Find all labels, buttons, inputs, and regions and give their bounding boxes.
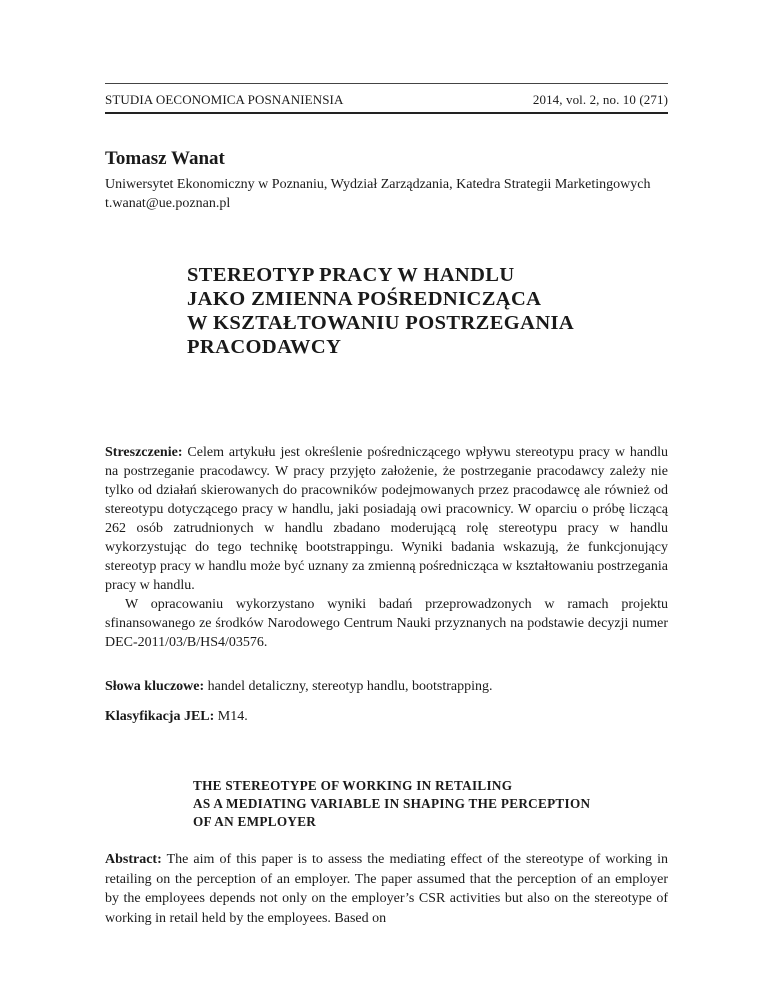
jel-label: Klasyfikacja JEL: — [105, 709, 215, 724]
funding-note: W opracowaniu wykorzystano wyniki badań przeprowadzonych w ramach projektu sfinansowanego ze środków Narodowego Centrum Nauki przyznanych na podstawie decyzji numer DEC-2011/03/B/HS4/03576. — [105, 597, 668, 650]
keywords-label: Słowa kluczowe: — [105, 679, 205, 694]
keywords-text: handel detaliczny, stereotyp handlu, bootstrapping. — [207, 679, 493, 694]
author-affiliation: Uniwersytet Ekonomiczny w Poznaniu, Wydział Zarządzania, Katedra Strategii Marketingowych — [105, 177, 651, 192]
abstract-en-label: Abstract: — [105, 852, 162, 867]
article-title-pl: STEREOTYP PRACY W HANDLU JAKO ZMIENNA POŚREDNICZĄCA W KSZTAŁTOWANIU POSTRZEGANIA PRACODAWCY — [187, 264, 575, 358]
abstract-pl-label: Streszczenie: — [105, 445, 183, 460]
issue-info: 2014, vol. 2, no. 10 (271) — [532, 92, 668, 107]
abstract-en — [105, 850, 668, 928]
running-head — [105, 92, 668, 108]
header-top-rule — [105, 83, 668, 84]
author-name: Tomasz Wanat — [105, 148, 225, 169]
abstract-pl — [105, 443, 668, 652]
header-bottom-rule — [105, 112, 668, 114]
abstract-pl-paragraph — [105, 443, 668, 595]
jel-line — [105, 707, 668, 726]
author-affiliation-block — [105, 175, 668, 213]
article-title-en: THE STEREOTYPE OF WORKING IN RETAILING AS A MEDIATING VARIABLE IN SHAPING THE PERCEPTION OF AN EMPLOYER — [193, 778, 591, 829]
abstract-en-text: The aim of this paper is to assess the mediating effect of the stereotype of working in retailing on the perception of an employer. The paper assumed that the perception of an employer by the employees depends not only on the employer’s CSR activities but also on the stereotype of working in retail held by the employees. Based on — [105, 852, 668, 926]
author-email: t.wanat@ue.poznan.pl — [105, 196, 231, 211]
abstract-en-paragraph — [105, 850, 668, 928]
jel-text: M14. — [217, 709, 248, 724]
journal-name: STUDIA OECONOMICA POSNANIENSIA — [105, 92, 344, 107]
keywords-line — [105, 677, 668, 696]
abstract-pl-text: Celem artykułu jest określenie pośredniczącego wpływu stereotypu pracy w handlu na postrzeganie pracodawcy. W pracy przyjęto założenie, że postrzeganie pracodawcy zależy nie tylko od działań skierowanych do pracowników podejmowanych przez pracodawcę ale również od stereotypu dotyczącego pracy w handlu, jaki posiadają owi pracownicy. W oparciu o próbę liczącą 262 osób zatrudnionych w handlu zbadano moderującą rolę stereotypu pracy w handlu wykorzystując do tego technikę bootstrappingu. Wyniki badania wskazują, że funkcjonujący stereotyp pracy w handlu może być uznany za zmienną pośrednicząca w kształtowaniu postrzegania pracy w handlu. — [105, 445, 669, 593]
